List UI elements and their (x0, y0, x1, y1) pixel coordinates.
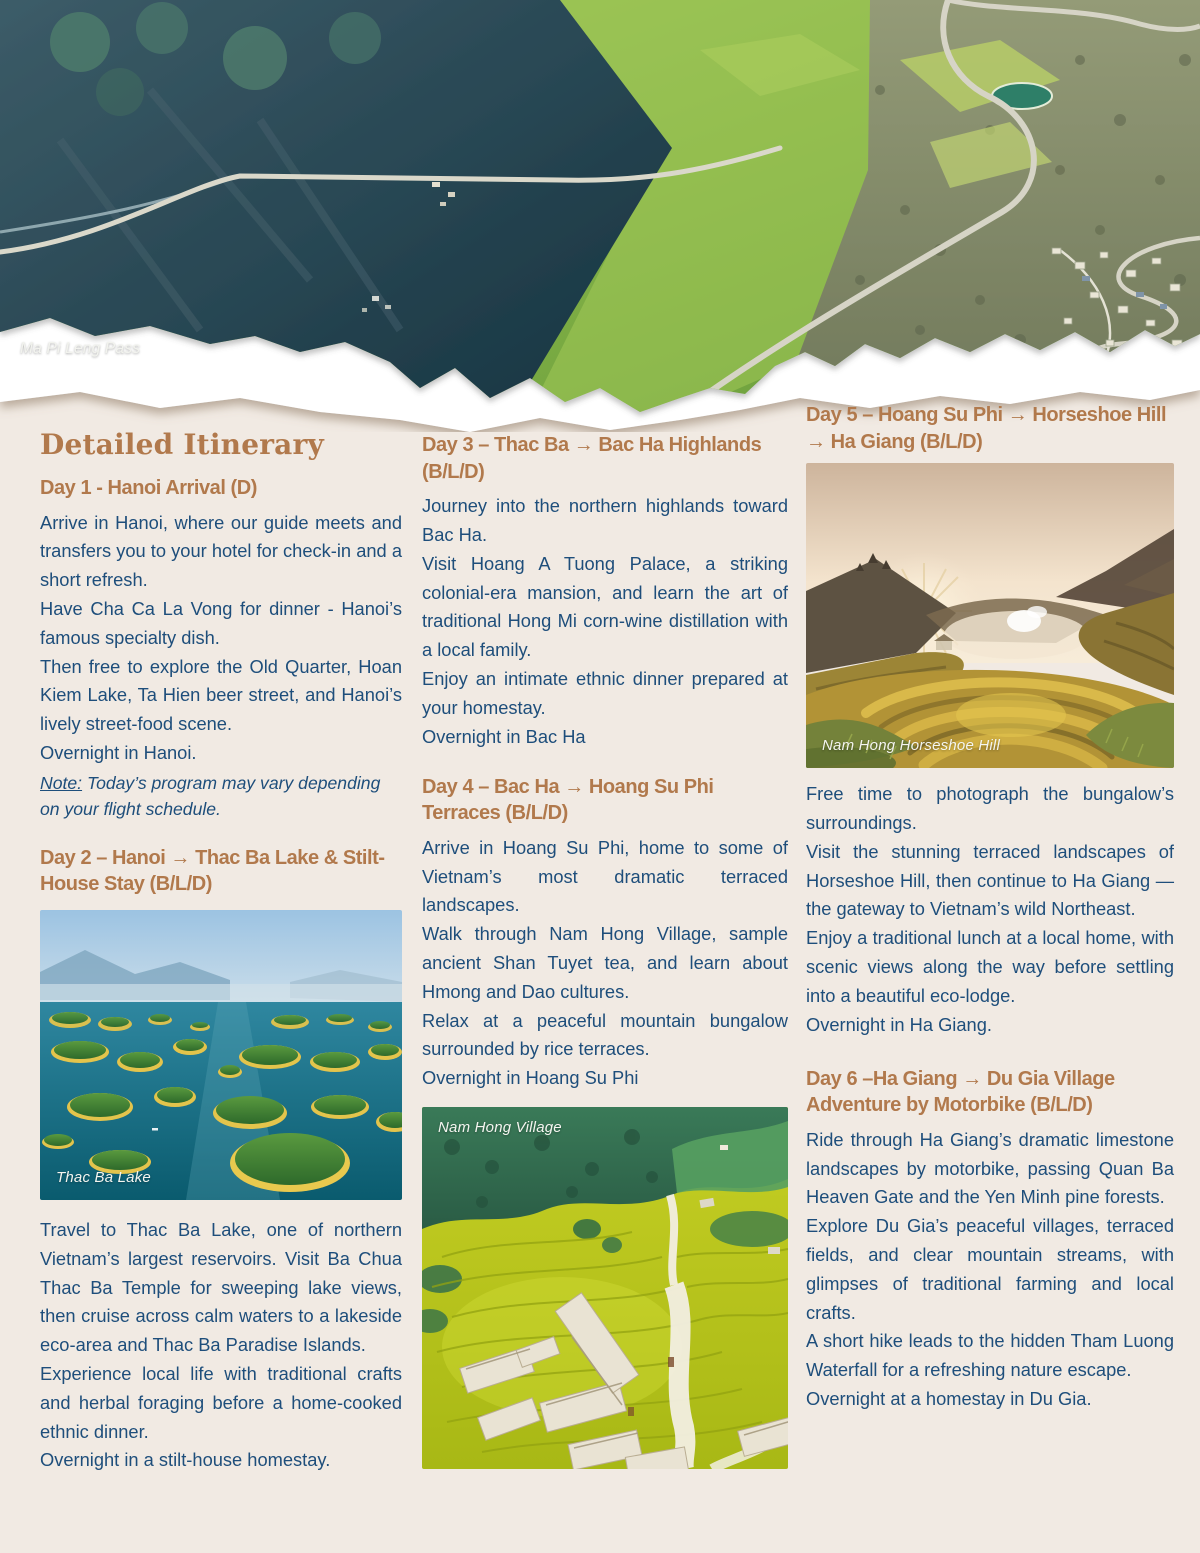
note-label: Note: (40, 772, 83, 793)
day-3-heading: Day 3 – Thac Ba → Bac Ha Highlands (B/L/D) (422, 434, 762, 483)
day-5-section (806, 402, 1174, 1040)
horseshoe-hill-art (806, 463, 1174, 768)
day-1-note (40, 770, 402, 823)
horseshoe-hill-photo (806, 463, 1174, 768)
day-1-paragraph: Overnight in Hanoi. (40, 742, 197, 764)
day-3-paragraph: Enjoy an intimate ethnic dinner prepared at your homestay. (422, 668, 788, 718)
day-2-paragraph: Overnight in a stilt-house homestay. (40, 1449, 331, 1471)
day-2-paragraph: Travel to Thac Ba Lake, one of northern Vietnam’s largest reservoirs. Visit Ba Chua Thac Ba Temple for sweeping lake views, then cruise across calm waters to a lakeside eco-area and Thac Ba Paradise Islands. (40, 1218, 402, 1356)
day-6-paragraph: Explore Du Gia’s peaceful villages, terraced fields, and clear mountain streams, with glimpses of traditional farming and local crafts. (806, 1215, 1174, 1323)
column-left (40, 428, 402, 1475)
note-text: Today’s program may vary depending on your flight schedule. (40, 772, 381, 820)
day-4-paragraph: Overnight in Hoang Su Phi (422, 1067, 639, 1089)
column-right (806, 402, 1174, 1414)
page-title: Detailed Itinerary (40, 428, 324, 461)
day-1-paragraph: Have Cha Ca La Vong for dinner - Hanoi’s famous specialty dish. (40, 598, 402, 648)
day-2-heading: Day 2 – Hanoi → Thac Ba Lake & Stilt-House Stay (B/L/D) (40, 846, 385, 896)
day-5-paragraph: Enjoy a traditional lunch at a local home, with scenic views along the way before settling into a beautiful eco-lodge. (806, 927, 1174, 1006)
nam-hong-village-art (422, 1107, 788, 1469)
day-4-section (422, 774, 788, 1470)
day-1-heading: Day 1 - Hanoi Arrival (D) (40, 477, 257, 499)
day-6-paragraph: A short hike leads to the hidden Tham Luong Waterfall for a refreshing nature escape. (806, 1330, 1174, 1381)
day-6-heading: Day 6 –Ha Giang → Du Gia Village Adventure by Motorbike (B/L/D) (806, 1067, 1115, 1117)
day-5-heading: Day 5 – Hoang Su Phi → Horseshoe Hill → Ha Giang (B/L/D) (806, 404, 1167, 453)
day-4-paragraph: Walk through Nam Hong Village, sample ancient Shan Tuyet tea, and learn about Hmong and Dao cultures. (422, 923, 788, 1002)
day-4-paragraph: Arrive in Hoang Su Phi, home to some of Vietnam’s most dramatic terraced landscapes. (422, 836, 788, 916)
day-1-paragraph: Arrive in Hanoi, where our guide meets and transfers you to your hotel for check-in and a short refresh. (40, 511, 402, 591)
hero-photo-caption: Ma Pi Leng Pass (20, 340, 141, 357)
day-5-paragraph: Overnight in Ha Giang. (806, 1013, 992, 1035)
horseshoe-hill-caption: Nam Hong Horseshoe Hill (822, 737, 1001, 755)
nam-hong-village-photo (422, 1107, 788, 1469)
day-3-paragraph: Visit Hoang A Tuong Palace, a striking colonial-era mansion, and learn the art of traditional Hong Mi corn-wine distillation with a local family. (422, 552, 788, 661)
day-3-section (422, 432, 788, 752)
day-4-paragraph: Relax at a peaceful mountain bungalow surrounded by rice terraces. (422, 1009, 788, 1060)
column-middle (422, 432, 788, 1485)
hero-photo (0, 0, 1200, 432)
day-6-section (806, 1066, 1174, 1414)
day-2-paragraph: Experience local life with traditional crafts and herbal foraging before a home-cooked ethnic dinner. (40, 1362, 402, 1442)
day-4-heading: Day 4 – Bac Ha → Hoang Su Phi Terraces (B/L/D) (422, 775, 714, 825)
day-3-paragraph: Overnight in Bac Ha (422, 725, 586, 747)
thac-ba-lake-art (40, 910, 402, 1200)
day-2-section (40, 845, 402, 1476)
day-1-paragraph: Then free to explore the Old Quarter, Hoan Kiem Lake, Ta Hien beer street, and Hanoi’s lively street-food scene. (40, 655, 402, 735)
day-5-paragraph: Visit the stunning terraced landscapes of Horseshoe Hill, then continue to Ha Giang — the gateway to Vietnam’s wild Northeast. (806, 840, 1174, 920)
day-6-paragraph: Overnight at a homestay in Du Gia. (806, 1388, 1092, 1409)
day-1-section (40, 475, 402, 823)
day-3-paragraph: Journey into the northern highlands toward Bac Ha. (422, 495, 788, 545)
thac-ba-lake-caption: Thac Ba Lake (56, 1168, 151, 1186)
thac-ba-lake-photo (40, 910, 402, 1200)
nam-hong-village-caption: Nam Hong Village (438, 1119, 562, 1136)
hero-photo-art (0, 0, 1200, 432)
day-6-paragraph: Ride through Ha Giang’s dramatic limestone landscapes by motorbike, passing Quan Ba Heaven Gate and the Yen Minh pine forests. (806, 1128, 1174, 1208)
day-5-paragraph: Free time to photograph the bungalow’s surroundings. (806, 783, 1174, 833)
